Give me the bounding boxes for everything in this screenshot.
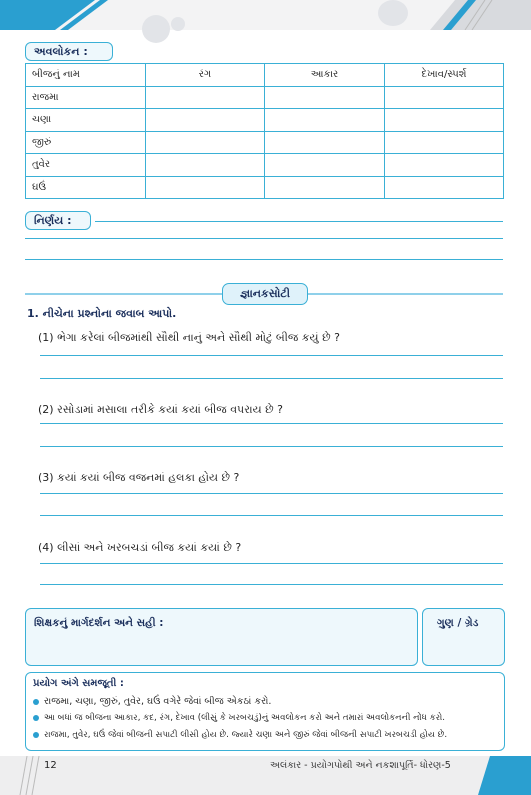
bullet-icon (33, 715, 39, 721)
answer-line[interactable] (40, 378, 503, 379)
question-3: (3) કયાં કયાં બીજ વજનમાં હલકા હોય છે ? (38, 471, 240, 484)
column-header: રંગ (146, 64, 265, 87)
explanation-box (25, 672, 505, 751)
table-cell[interactable] (146, 86, 265, 109)
table-cell[interactable] (265, 86, 385, 109)
table-cell[interactable] (265, 154, 385, 177)
table-cell[interactable] (146, 131, 265, 154)
footer-decoration (0, 756, 531, 795)
table-cell[interactable] (265, 131, 385, 154)
decor-circle (378, 0, 408, 26)
explanation-title: પ્રયોગ અંગે સમજૂતી : (33, 678, 124, 689)
seed-name: ઘઉં (26, 176, 146, 199)
seed-name: રાજમા (26, 86, 146, 109)
table-cell[interactable] (385, 131, 504, 154)
grade-label: ગુણ / ગ્રેડ (437, 617, 479, 629)
table-cell[interactable] (385, 154, 504, 177)
teacher-signature-box[interactable] (25, 608, 418, 666)
bullet-icon (33, 732, 39, 738)
conclusion-label: નિર્ણય : (25, 211, 91, 230)
table-cell[interactable] (385, 86, 504, 109)
column-header: બીજનું નામ (26, 64, 146, 87)
section-title: જ્ઞાનકસોટી (222, 283, 308, 305)
table-cell[interactable] (385, 176, 504, 199)
page-footer (0, 756, 531, 795)
answer-line[interactable] (40, 515, 503, 516)
question-4: (4) લીસાં અને ખરબચડાં બીજ કયાં કયાં છે ? (38, 541, 242, 554)
header-decoration (0, 0, 531, 30)
table-row (26, 154, 504, 177)
table-row (26, 176, 504, 199)
table-row (26, 131, 504, 154)
seed-name: જીરું (26, 131, 146, 154)
answer-line[interactable] (40, 355, 503, 356)
teacher-label: શિક્ષકનું માર્ગદર્શન અને સહી : (34, 617, 164, 629)
table-cell[interactable] (265, 176, 385, 199)
table-cell[interactable] (146, 154, 265, 177)
decor-circle (142, 15, 170, 43)
answer-line[interactable] (40, 446, 503, 447)
explanation-bullet: આ બધાં જ બીજના આકાર, કદ, રંગ, દેખાવ (લીસું કે ખરબચડું)નું અવલોકન કરો અને તમારાં અવલોકનની નોંધ કરો. (33, 713, 445, 723)
table-cell[interactable] (146, 109, 265, 132)
book-title: અલંકાર - પ્રયોગપોથી અને નકશાપૂર્તિ- ધોરણ-5 (270, 760, 451, 771)
bullet-icon (33, 699, 39, 705)
explanation-bullet: રાજમા, ચણા, જીરું, તુવેર, ઘઉં વગેરે જેવાં બીજ એકઠાં કરો. (33, 696, 271, 707)
answer-line[interactable] (40, 493, 503, 494)
seed-name: તુવેર (26, 154, 146, 177)
decor-circle (171, 17, 185, 31)
question-2: (2) રસોડામાં મસાલા તરીકે કયાં કયાં બીજ વપરાય છે ? (38, 403, 283, 416)
table-row (26, 86, 504, 109)
answer-line[interactable] (40, 563, 503, 564)
seed-name: ચણા (26, 109, 146, 132)
questions-heading: 1. નીચેના પ્રશ્નોના જવાબ આપો. (27, 307, 177, 320)
question-1: (1) ભેગા કરેલાં બીજમાંથી સૌથી નાનું અને સૌથી મોટું બીજ કયું છે ? (38, 331, 340, 344)
page-number: 12 (44, 760, 57, 771)
grade-box[interactable] (422, 608, 505, 666)
table-cell[interactable] (146, 176, 265, 199)
table-row (26, 109, 504, 132)
answer-line[interactable] (95, 221, 503, 222)
table-cell[interactable] (265, 109, 385, 132)
answer-line[interactable] (40, 584, 503, 585)
observation-label: અવલોકન : (25, 42, 113, 61)
observation-table (25, 63, 504, 199)
table-header-row (26, 64, 504, 87)
answer-line[interactable] (25, 259, 503, 260)
column-header: દેખાવ/સ્પર્શ (385, 64, 504, 87)
table-cell[interactable] (385, 109, 504, 132)
answer-line[interactable] (25, 238, 503, 239)
answer-line[interactable] (40, 423, 503, 424)
column-header: આકાર (265, 64, 385, 87)
explanation-bullet: રાજમા, તુવેર, ઘઉં જેવાં બીજની સપાટી લીસી હોય છે. જ્યારે ચણા અને જીરું જેવાં બીજની સપાટી ખરબચડી હોય છે. (33, 730, 447, 740)
